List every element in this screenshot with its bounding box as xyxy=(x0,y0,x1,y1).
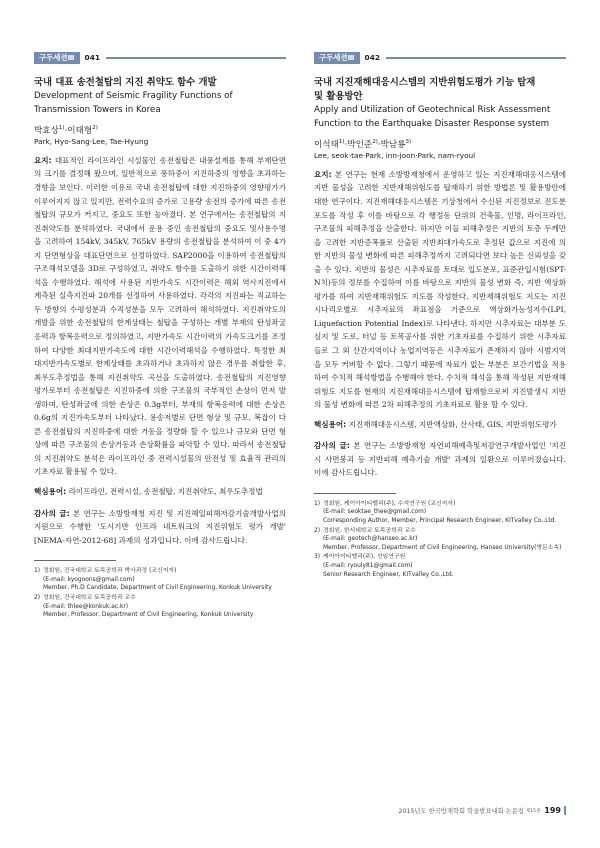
abstract xyxy=(314,168,566,412)
session-rule xyxy=(386,57,566,59)
abstract-text: 대표적인 라이프라인 시설물인 송전철탑은 내풍설계를 통해 부재단면의 크기를 결정해 왔으며, 일반적으로 풍하중이 지진하중의 영향을 초과하는 경향을 보인다. 이러한 이유로 국내 송전철탑에 대한 지진하중의 영향평가가 이루어지지 않고 있지만, 전력수요의 증가로 고용량 송전의 증가에 따른 송전철탑의 규모가 커지고, 중요도 또한 높아졌다. 본 연구에서는 송전철탑의 지진취약도를 분석하였다. 국내에서 운용 중인 송전철탑의 중요도 및사용수명을 고려하여 154kV, 345kV, 765kV 용량의 송전철탑을 분석하여 이 중 4가지 단면형상을 대표단면으로 선정하였다. SAP2000을 이용하여 송전철탑의 구조해석모델을 3D로 구성하였고, 취약도 함수를 도출하기 위한 시간이력해석을 수행하였다. 해석에 사용된 지반가속도 시간이력은 해외 역사지진에서 계측된 실측지진파 20개를 선정하여 사용하였다. 각각의 지진파는 직교하는 두 방향의 수평성분과 수직성분을 모두 고려하여 해석하였다. 지진취약도의 개발을 위한 송전철탑의 한계상태는 철탑을 구성하는 개별 부재의 탄성좌굴응력과 항복응력으로 정의하였고, 지반가속도 시간이력의 가속도크기를 조정하여 다양한 최대지반가속도에 대한 시간이력해석을 수행하였다. 특정한 최대지반가속도별로 한계상태를 초과하거나 초과하지 않은 경우를 취합한 후, 최우도추정법을 통해 지진취약도 곡선을 도출하였다. 송전철탑의 지진영향 평가로부터 송전철탑은 지진하중에 의한 구조물의 국부적인 손상이 먼저 발생하며, 탄성좌굴에 의한 손상은 0.3g부터, 부재의 항복응력에 대한 손상은 0.6g의 지진가속도부터 나타났다. 용송저별로 단면 형상 및 규모, 복잡이 다른 송전철탑의 지진하중에 대한 거동을 정량화 할 수 있으나 규모와 단면 형상에 따른 구조물의 손상거동과 손상확률을 파악할 수 있다. 따라서 송전철탑의 지진취약도 분석은 라이프라인 중 전력시설물의 안전성 및 효율적 관리의 기초자료 활용될 수 있다. xyxy=(34,155,286,477)
ack-text: 본 연구는 소방방재청 자연피해예측및저감연구개발사업인 '지진시 사면붕괴 등 지반피해 예측기술 개발' 과제의 일환으로 이루어졌습니다. 이에 감사드립니다. xyxy=(314,441,566,478)
footnote xyxy=(314,500,566,526)
author-separator: · xyxy=(344,139,348,150)
footnote-line: 정회원, 한서대학교 토목공학과 교수 xyxy=(323,527,416,534)
footnote-line: Corresponding Author, Member, Principal Research Engineer, KITvalley Co.,Ltd. xyxy=(323,518,557,525)
footnote-number: 1) xyxy=(34,568,41,575)
footnote-number: 2) xyxy=(314,527,321,534)
keywords-text: 라이프라인, 전력시설, 송전철탑, 지진취약도, 최우도추정법 xyxy=(66,486,263,496)
title-korean-line-2: 및 활용방안 xyxy=(314,91,363,102)
author-mark: 2) xyxy=(92,125,98,131)
page-number: 199 xyxy=(544,806,561,815)
session-number: 041 xyxy=(84,53,100,62)
footnote-divider xyxy=(314,493,396,494)
left-article xyxy=(34,52,286,621)
footer-volume: 제15권 xyxy=(525,808,541,814)
author-mark: 1) xyxy=(338,139,345,145)
footer-text: 2015년도 한국방재학회 학술발표대회 논문집 xyxy=(398,808,524,815)
abstract-label: 요지: xyxy=(314,169,332,179)
footnote-line: (E-mail: thlee@konkuk.ac.kr) xyxy=(43,603,129,610)
title-english-line-1: Development of Seismic Fragility Functions of xyxy=(34,91,233,101)
footnote-line: Senior Research Engineer, KITvalley Co.,Ltd. xyxy=(323,571,454,578)
author-separator: · xyxy=(377,139,381,150)
right-article xyxy=(314,52,566,580)
session-tag: 구두세션Ⅲ xyxy=(314,52,360,64)
footnote-number: 2) xyxy=(34,594,41,601)
authors-korean xyxy=(34,122,286,137)
session-header xyxy=(314,52,566,64)
author-mark: 3) xyxy=(405,139,412,145)
article-body xyxy=(314,168,566,480)
keywords xyxy=(34,485,286,499)
title-korean-line-1: 국내 지진재해대응시스템의 지반위험도평가 기능 탐재 xyxy=(314,77,536,88)
footnote xyxy=(314,527,566,553)
footnote-line: Member, Professor, Department of Civil Engineering, Hanseo University(명문소속) xyxy=(323,544,562,551)
footnote-line: 정회원, 건국대학교 토목공학과 박사과정 (교신저자) xyxy=(43,568,177,575)
footnote-line: 정회원, 건국대학교 토목공학과 교수 xyxy=(43,594,136,601)
title-english-line-2: Transmission Towers in Korea xyxy=(34,104,161,115)
session-header xyxy=(34,52,286,64)
footnote xyxy=(314,553,566,579)
abstract-label: 요지: xyxy=(34,155,52,165)
author-mark: 2) xyxy=(372,139,378,145)
author-name: 박인준 xyxy=(347,139,373,150)
acknowledgement xyxy=(314,439,566,480)
footnotes xyxy=(314,500,566,579)
session-tag: 구두세션Ⅲ xyxy=(34,52,80,64)
article-body xyxy=(34,154,286,547)
author-name: 박남룡 xyxy=(380,139,406,150)
footnote-line: 케이아이티밸리(주), 선임연구원 xyxy=(323,554,406,561)
title-english-line-1: Apply and Utilization of Geotechnical Risk Assessment xyxy=(314,105,551,115)
footnote-line: (E-mail: seoktae_thee@gmail.com) xyxy=(323,509,427,516)
footnote-line: (E-mail: ryouly81@gmail.com) xyxy=(323,563,413,570)
session-rule xyxy=(106,57,286,59)
author-name: 이태형 xyxy=(67,125,93,136)
abstract-text: 본 연구는 현재 소방방재청에서 운영하고 있는 지진재해대응시스템에 지반 물성을 고려한 지반재해위험도를 탑재하기 위한 방법론 및 활용방안에 대한 연구이다. 지진재해대응시스템은 기상청에서 수신된 지진정보로 진도분포도를 작성 후 이를 바탕으로 각 행정동 단위의 건축물, 인명, 라이프라인, 구조물의 피해추정을 산출한다. 하지만 이들 피해추정은 지반의 토층 두께만을 고려한 지반증폭률로 산출된 지반최대가속도로 추정된 값으로 지진에 의한 지반의 물성 변화에 따른 피해추정까지 고려되다면 보다 높은 신뢰성을 갖출 수 있다. 지반의 물성은 시추자료를 토대로 입도분포, 표준관입시험(SPT-N치)등의 정보를 수집하여 이를 바탕으로 지반의 물성 변화 즉, 지반 액상화 평가를 하여 지반재해위험도 지도를 작성한다. 지반재해위험도 지도는 지진시나리오별로 시추자료의 좌표점을 기준으로 액상화가능성지수(LPI, Liquefaction Potential Index)로 나타낸다. 하지만 시추자료는 대부분 도심지 및 도로, 터널 등 토목공사를 위한 기초자료를 수집하기 위한 시추자료들로 그 외 산간지역이나 농업지역등은 시추자료가 존재하지 않아 시범지역을 모두 커버할 수 없다. 그렇기 때문에 자료가 없는 부분은 보간기법을 적용하여 수치적 해석방법을 수행해야 한다. 수치적 해석을 통해 작성된 지반재해위험도 지도를 현재의 지진재해대응시스템에 탑재함으로써 지진발생시 지반의 물성 변화에 따른 2차 피해추정의 기초자료로 활용 할 수 있다. xyxy=(314,169,566,410)
author-separator: · xyxy=(64,125,68,136)
ack-label: 감사의 글: xyxy=(314,441,350,451)
authors-english: Park, Hyo-Sang·Lee, Tae-Hyung xyxy=(34,136,149,146)
acknowledgement xyxy=(34,507,286,548)
footnote-number: 3) xyxy=(314,554,321,561)
authors-english: Lee, seok-tae·Park, inn-joon·Park, nam-ryoul xyxy=(314,150,476,160)
footnote-line: Member, Professor, Department of Civil Engineering, Konkuk University xyxy=(43,612,254,619)
footnote-number: 1) xyxy=(314,500,321,507)
page-footer xyxy=(398,806,566,815)
footnote xyxy=(34,594,286,620)
keywords-text: 지진재해대응시스템, 지반액상화, 산사태, GIS, 지반위험도평가 xyxy=(346,419,557,429)
keywords xyxy=(314,418,566,432)
keywords-label: 핵심용어: xyxy=(34,486,67,496)
author-mark: 1) xyxy=(58,125,65,131)
ack-text: 본 연구는 소방방재청 지진 및 지진해일피해저감기술개발사업의 지원으로 수행한 '도시기반 인프라 네트워크의 지진위험도 평가 개발' [NEMA-자연-2012-68] 과제의 성과입니다. 이에 감사드립니다. xyxy=(34,508,287,545)
keywords-label: 핵심용어: xyxy=(314,419,347,429)
footnote-line: 정회원, 케이아이티밸리(주), 수석연구원 (교신저자) xyxy=(323,500,456,507)
abstract xyxy=(34,154,286,479)
footnote xyxy=(34,567,286,593)
author-name: 이석태 xyxy=(314,139,339,150)
ack-label: 감사의 글: xyxy=(34,508,70,518)
title-english-line-2: Function to the Earthquake Disaster Response system xyxy=(314,118,550,129)
footnote-line: (E-mail: geotech@hanseo.ac.kr) xyxy=(323,536,418,543)
footnotes xyxy=(34,567,286,620)
footnote-divider xyxy=(34,560,116,561)
authors-korean xyxy=(314,136,566,151)
session-number: 042 xyxy=(364,53,380,62)
author-name: 박효상 xyxy=(34,125,59,136)
title-korean: 국내 대표 송전철탑의 지진 취약도 함수 개발 xyxy=(34,77,217,88)
footer-accent-bar xyxy=(564,806,566,815)
footnote-line: (E-mail: kyogoons@gmail.com) xyxy=(43,576,135,583)
footnote-line: Member, Ph.D Candidate, Department of Civil Engineering, Konkuk University xyxy=(43,585,272,592)
